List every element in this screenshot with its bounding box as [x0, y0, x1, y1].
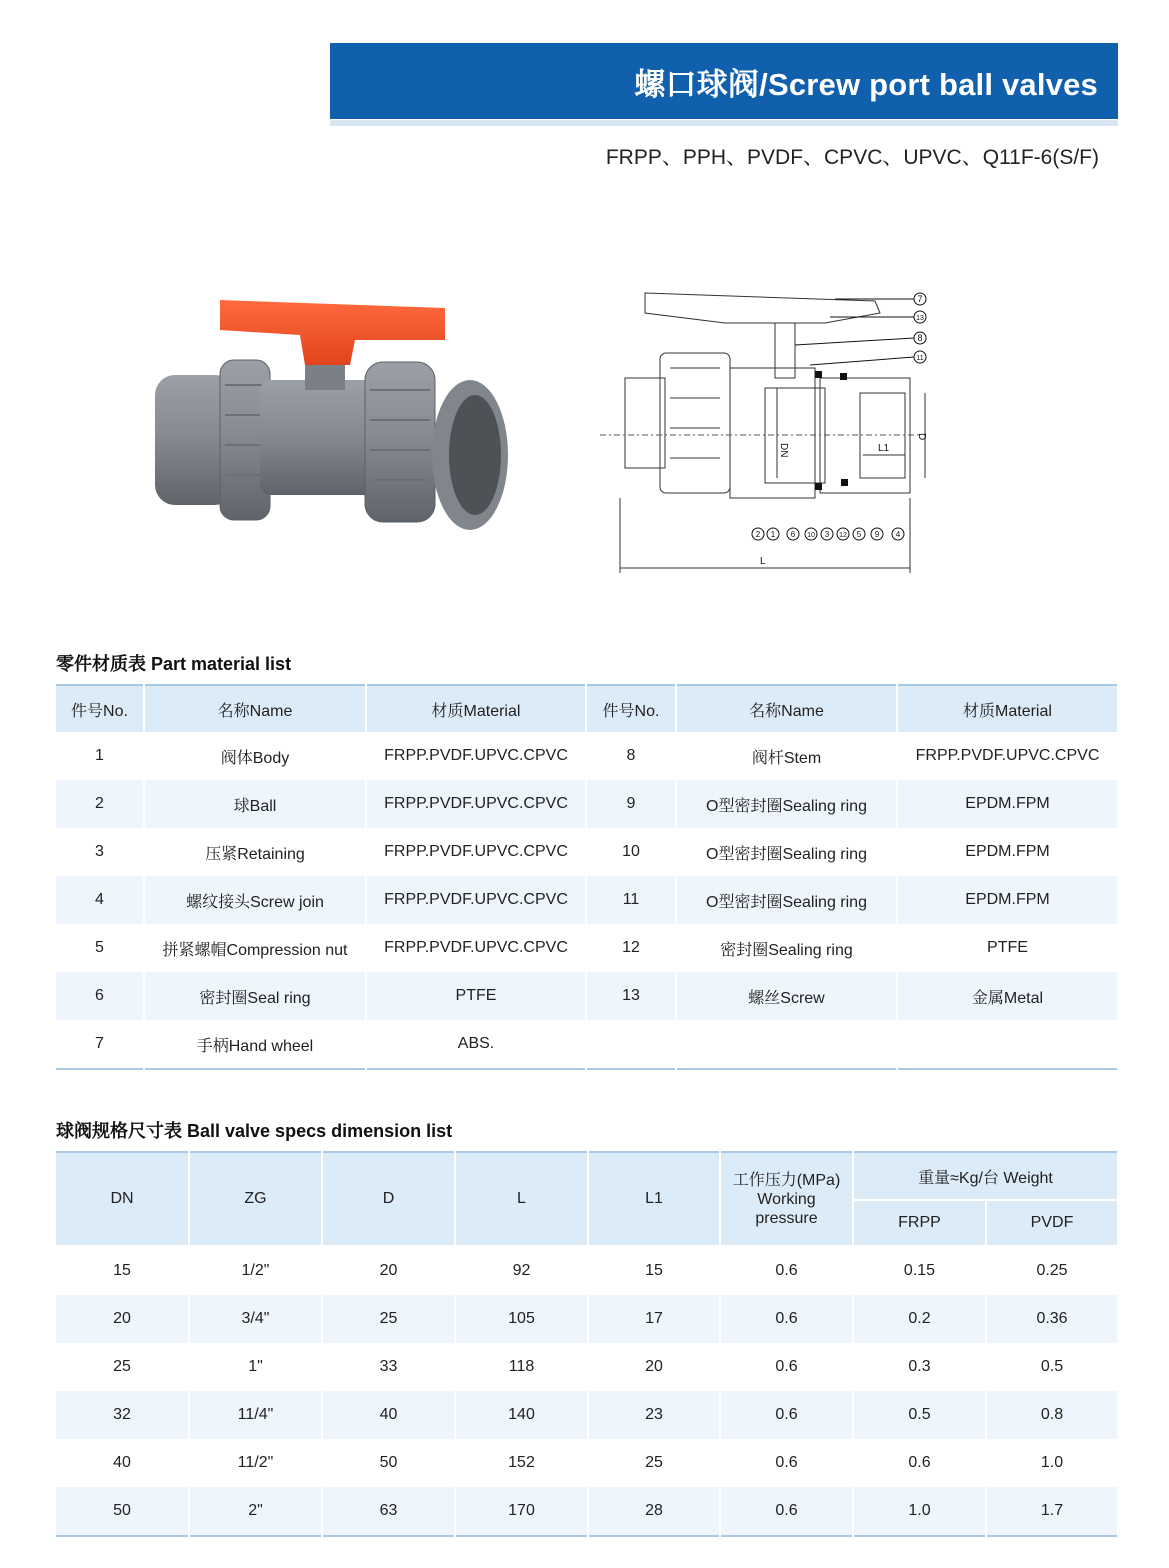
col-header-frpp: FRPP — [853, 1200, 986, 1246]
col-header-weight: 重量≈Kg/台 Weight — [853, 1152, 1118, 1200]
table-row — [56, 780, 1118, 828]
table-row — [56, 876, 1118, 924]
part-no: 12 — [586, 924, 676, 972]
col-header-l1: L1 — [588, 1152, 720, 1246]
cell-pvdf: 0.25 — [986, 1246, 1118, 1295]
cell-frpp: 1.0 — [853, 1487, 986, 1536]
cell-d: 50 — [322, 1439, 455, 1487]
cell-d: 33 — [322, 1343, 455, 1391]
col-header-zg: ZG — [189, 1152, 322, 1246]
table-row — [56, 1295, 1118, 1343]
part-name: 压紧Retaining — [144, 828, 366, 876]
material-subtitle: FRPP、PPH、PVDF、CPVC、UPVC、Q11F-6(S/F) — [605, 146, 1099, 169]
dim-l-label: L — [760, 556, 766, 567]
callout-8: 8 — [917, 333, 923, 343]
part-no: 8 — [586, 732, 676, 780]
cell-pressure: 0.6 — [720, 1295, 853, 1343]
col-header-no: 件号No. — [586, 685, 676, 732]
cell-dn: 32 — [56, 1391, 189, 1439]
cell-dn: 15 — [56, 1246, 189, 1295]
dim-dn-label: DN — [778, 443, 789, 458]
table-row — [56, 1246, 1118, 1295]
wp-label-cn: 工作压力(MPa) — [732, 1171, 841, 1189]
part-material: 金属Metal — [897, 972, 1118, 1020]
cell-l1: 17 — [588, 1295, 720, 1343]
callout-10: 10 — [807, 532, 815, 539]
part-no: 5 — [56, 924, 144, 972]
cell-l: 152 — [455, 1439, 588, 1487]
cell-d: 25 — [322, 1295, 455, 1343]
cell-l: 105 — [455, 1295, 588, 1343]
cell-pvdf: 0.8 — [986, 1391, 1118, 1439]
dim-d-label: D — [916, 433, 927, 441]
part-no: 1 — [56, 732, 144, 780]
part-name: 螺丝Screw — [676, 972, 897, 1020]
callout-6: 6 — [790, 530, 796, 539]
part-no: 11 — [586, 876, 676, 924]
callout-5: 5 — [856, 530, 862, 539]
parts-section-title: 零件材质表 Part material list — [56, 654, 292, 674]
part-material: EPDM.FPM — [897, 876, 1118, 924]
part-material: FRPP.PVDF.UPVC.CPVC — [366, 876, 586, 924]
table-row — [56, 1343, 1118, 1391]
cell-l1: 25 — [588, 1439, 720, 1487]
cell-l: 170 — [455, 1487, 588, 1536]
col-header-name: 名称Name — [144, 685, 366, 732]
cell-frpp: 0.15 — [853, 1246, 986, 1295]
title-underline — [330, 120, 1118, 126]
cell-frpp: 0.3 — [853, 1343, 986, 1391]
cell-pvdf: 1.0 — [986, 1439, 1118, 1487]
callout-2: 2 — [755, 530, 761, 539]
cell-zg: 11/4" — [189, 1391, 322, 1439]
ball-valve-photo — [145, 280, 515, 580]
cell-pvdf: 0.5 — [986, 1343, 1118, 1391]
table-header-row — [56, 1152, 1118, 1200]
part-no: 10 — [586, 828, 676, 876]
cell-pressure: 0.6 — [720, 1391, 853, 1439]
part-name: 阀体Body — [144, 732, 366, 780]
col-header-name: 名称Name — [676, 685, 897, 732]
part-name: 球Ball — [144, 780, 366, 828]
col-header-material: 材质Material — [897, 685, 1118, 732]
col-header-l: L — [455, 1152, 588, 1246]
col-header-dn: DN — [56, 1152, 189, 1246]
callout-3: 3 — [824, 530, 830, 539]
cell-frpp: 0.2 — [853, 1295, 986, 1343]
cell-pvdf: 1.7 — [986, 1487, 1118, 1536]
part-name — [676, 1020, 897, 1069]
part-no: 7 — [56, 1020, 144, 1069]
cell-dn: 25 — [56, 1343, 189, 1391]
part-material: PTFE — [897, 924, 1118, 972]
cell-zg: 1" — [189, 1343, 322, 1391]
table-row — [56, 732, 1118, 780]
cell-dn: 50 — [56, 1487, 189, 1536]
part-name: 阀杆Stem — [676, 732, 897, 780]
cell-zg: 3/4" — [189, 1295, 322, 1343]
part-no: 13 — [586, 972, 676, 1020]
part-name: 密封圈Seal ring — [144, 972, 366, 1020]
cell-frpp: 0.6 — [853, 1439, 986, 1487]
cell-l1: 15 — [588, 1246, 720, 1295]
callout-13: 13 — [916, 315, 924, 322]
part-no: 4 — [56, 876, 144, 924]
part-name: O型密封圈Sealing ring — [676, 780, 897, 828]
part-no: 2 — [56, 780, 144, 828]
cell-zg: 2" — [189, 1487, 322, 1536]
cell-dn: 20 — [56, 1295, 189, 1343]
part-material: FRPP.PVDF.UPVC.CPVC — [366, 780, 586, 828]
part-material: PTFE — [366, 972, 586, 1020]
cell-l: 92 — [455, 1246, 588, 1295]
table-row — [56, 1391, 1118, 1439]
cell-zg: 1/2" — [189, 1246, 322, 1295]
page-title-bar — [330, 43, 1118, 119]
part-material: EPDM.FPM — [897, 780, 1118, 828]
cell-pressure: 0.6 — [720, 1487, 853, 1536]
cell-pressure: 0.6 — [720, 1343, 853, 1391]
cell-l1: 20 — [588, 1343, 720, 1391]
part-name: 螺纹接头Screw join — [144, 876, 366, 924]
callout-9: 9 — [874, 530, 880, 539]
part-name: 密封圈Sealing ring — [676, 924, 897, 972]
col-header-d: D — [322, 1152, 455, 1246]
table-row — [56, 1020, 1118, 1069]
cell-l: 140 — [455, 1391, 588, 1439]
col-header-material: 材质Material — [366, 685, 586, 732]
table-row — [56, 1487, 1118, 1536]
cell-dn: 40 — [56, 1439, 189, 1487]
part-no: 3 — [56, 828, 144, 876]
cell-l: 118 — [455, 1343, 588, 1391]
cell-l1: 28 — [588, 1487, 720, 1536]
wp-label-en-1: Working — [757, 1190, 816, 1208]
wp-label-en-2: pressure — [755, 1209, 818, 1227]
part-material-table — [56, 684, 1119, 1070]
callout-7: 7 — [917, 294, 923, 304]
col-header-pvdf: PVDF — [986, 1200, 1118, 1246]
table-row — [56, 1439, 1118, 1487]
part-material: FRPP.PVDF.UPVC.CPVC — [897, 732, 1118, 780]
specs-dimension-table — [56, 1151, 1119, 1537]
part-name: O型密封圈Sealing ring — [676, 828, 897, 876]
cell-d: 40 — [322, 1391, 455, 1439]
valve-cross-section-drawing — [595, 283, 940, 578]
callout-4: 4 — [895, 530, 901, 539]
part-material: FRPP.PVDF.UPVC.CPVC — [366, 828, 586, 876]
table-header-row — [56, 685, 1118, 732]
part-material: EPDM.FPM — [897, 828, 1118, 876]
specs-section-title: 球阀规格尺寸表 Ball valve specs dimension list — [56, 1121, 453, 1141]
cell-frpp: 0.5 — [853, 1391, 986, 1439]
part-no: 6 — [56, 972, 144, 1020]
col-header-working-pressure — [720, 1152, 853, 1246]
callout-12: 12 — [839, 532, 847, 539]
part-name: O型密封圈Sealing ring — [676, 876, 897, 924]
part-no — [586, 1020, 676, 1069]
part-no: 9 — [586, 780, 676, 828]
part-name: 拼紧螺帽Compression nut — [144, 924, 366, 972]
cell-pressure: 0.6 — [720, 1439, 853, 1487]
cell-l1: 23 — [588, 1391, 720, 1439]
callout-1: 1 — [770, 530, 776, 539]
table-row — [56, 972, 1118, 1020]
page-title: 螺口球阀/Screw port ball valves — [634, 66, 1098, 102]
table-row — [56, 924, 1118, 972]
col-header-no: 件号No. — [56, 685, 144, 732]
part-name: 手柄Hand wheel — [144, 1020, 366, 1069]
part-material: FRPP.PVDF.UPVC.CPVC — [366, 924, 586, 972]
table-row — [56, 828, 1118, 876]
callout-11: 11 — [916, 355, 924, 362]
cell-pvdf: 0.36 — [986, 1295, 1118, 1343]
part-material: ABS. — [366, 1020, 586, 1069]
part-material: FRPP.PVDF.UPVC.CPVC — [366, 732, 586, 780]
cell-d: 63 — [322, 1487, 455, 1536]
cell-zg: 11/2" — [189, 1439, 322, 1487]
cell-d: 20 — [322, 1246, 455, 1295]
cell-pressure: 0.6 — [720, 1246, 853, 1295]
dim-l1-label: L1 — [878, 443, 890, 454]
part-material — [897, 1020, 1118, 1069]
